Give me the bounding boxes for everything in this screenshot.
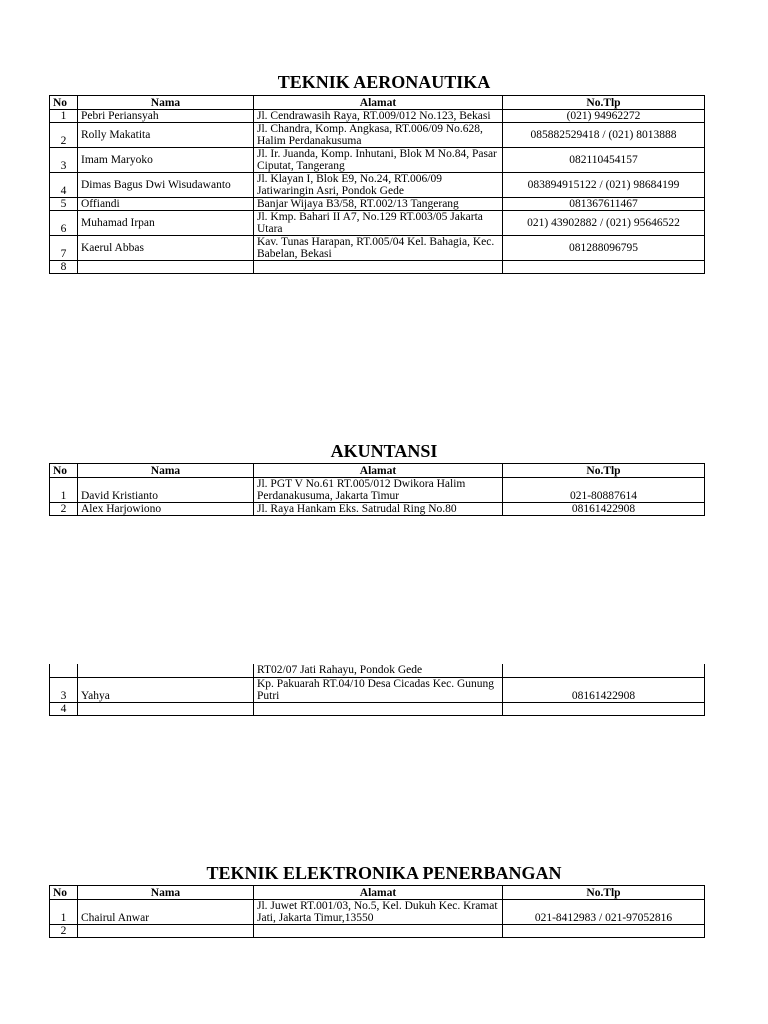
header-alamat: Alamat xyxy=(254,464,503,478)
cell-nama: Yahya xyxy=(78,677,254,702)
header-tlp: No.Tlp xyxy=(503,886,705,900)
cell-nama: Dimas Bagus Dwi Wisudawanto xyxy=(78,173,254,198)
cell-nama: Kaerul Abbas xyxy=(78,236,254,261)
cell-alamat: Jl. Cendrawasih Raya, RT.009/012 No.123, Bekasi xyxy=(254,110,503,123)
table-row xyxy=(50,173,705,198)
cell-no: 1 xyxy=(50,900,78,925)
cell-alamat: Jl. Raya Hankam Eks. Satrudal Ring No.80 xyxy=(254,503,503,516)
cell-nama: Pebri Periansyah xyxy=(78,110,254,123)
header-alamat: Alamat xyxy=(254,886,503,900)
cell-tlp: 021) 43902882 / (021) 95646522 xyxy=(503,211,705,236)
table-row xyxy=(50,110,705,123)
cell-no: 1 xyxy=(50,110,78,123)
section-title-aeronautika: TEKNIK AERONAUTIKA xyxy=(277,72,491,92)
cell-tlp: (021) 94962272 xyxy=(503,110,705,123)
cell-no: 5 xyxy=(50,198,78,211)
cell-tlp: 081288096795 xyxy=(503,236,705,261)
cell-no: 4 xyxy=(50,702,78,715)
cell-tlp xyxy=(503,261,705,274)
table-row xyxy=(50,261,705,274)
table-row xyxy=(50,677,705,702)
cell-alamat: Kp. Pakuarah RT.04/10 Desa Cicadas Kec. Gunung Putri xyxy=(254,677,503,702)
cell-alamat: Kav. Tunas Harapan, RT.005/04 Kel. Bahagia, Kec. Babelan, Bekasi xyxy=(254,236,503,261)
table-row xyxy=(50,503,705,516)
table-row xyxy=(50,900,705,925)
header-nama: Nama xyxy=(78,96,254,110)
cell-alamat: Jl. Juwet RT.001/03, No.5, Kel. Dukuh Kec. Kramat Jati, Jakarta Timur,13550 xyxy=(254,900,503,925)
header-no: No xyxy=(50,464,78,478)
cell-no: 7 xyxy=(50,236,78,261)
cell-tlp: 083894915122 / (021) 98684199 xyxy=(503,173,705,198)
header-alamat: Alamat xyxy=(254,96,503,110)
cell-tlp xyxy=(503,702,705,715)
table-row xyxy=(50,702,705,715)
cell-alamat xyxy=(254,925,503,938)
cell-tlp: 021-8412983 / 021-97052816 xyxy=(503,900,705,925)
cell-nama: Offiandi xyxy=(78,198,254,211)
section-title-elektronika: TEKNIK ELEKTRONIKA PENERBANGAN xyxy=(206,863,562,883)
cell-nama: Alex Harjowiono xyxy=(78,503,254,516)
table-elektronika xyxy=(49,885,705,938)
cell-alamat: Jl. Kmp. Bahari II A7, No.129 RT.003/05 Jakarta Utara xyxy=(254,211,503,236)
cell-nama xyxy=(78,925,254,938)
cell-tlp: 021-80887614 xyxy=(503,478,705,503)
cell-alamat: RT02/07 Jati Rahayu, Pondok Gede xyxy=(254,664,503,677)
header-tlp: No.Tlp xyxy=(503,464,705,478)
cell-alamat: Jl. Klayan I, Blok E9, No.24, RT.006/09 Jatiwaringin Asri, Pondok Gede xyxy=(254,173,503,198)
cell-alamat: Jl. PGT V No.61 RT.005/012 Dwikora Halim Perdanakusuma, Jakarta Timur xyxy=(254,478,503,503)
table-header-row xyxy=(50,464,705,478)
cell-nama: David Kristianto xyxy=(78,478,254,503)
table-row xyxy=(50,925,705,938)
cell-tlp: 082110454157 xyxy=(503,148,705,173)
cell-alamat xyxy=(254,261,503,274)
header-tlp: No.Tlp xyxy=(503,96,705,110)
cell-nama: Imam Maryoko xyxy=(78,148,254,173)
header-no: No xyxy=(50,886,78,900)
header-no: No xyxy=(50,96,78,110)
cell-tlp: 08161422908 xyxy=(503,677,705,702)
cell-tlp: 08161422908 xyxy=(503,503,705,516)
table-row xyxy=(50,236,705,261)
cell-alamat: Jl. Ir. Juanda, Komp. Inhutani, Blok M No.84, Pasar Ciputat, Tangerang xyxy=(254,148,503,173)
cell-no: 2 xyxy=(50,503,78,516)
cell-no: 3 xyxy=(50,677,78,702)
cell-alamat: Jl. Chandra, Komp. Angkasa, RT.006/09 No.628, Halim Perdanakusuma xyxy=(254,123,503,148)
cell-no xyxy=(50,664,78,677)
cell-tlp xyxy=(503,925,705,938)
table-row xyxy=(50,211,705,236)
header-nama: Nama xyxy=(78,464,254,478)
section-title-akuntansi: AKUNTANSI xyxy=(330,441,438,461)
cell-tlp: 081367611467 xyxy=(503,198,705,211)
cell-alamat: Banjar Wijaya B3/58, RT.002/13 Tangerang xyxy=(254,198,503,211)
cell-no: 6 xyxy=(50,211,78,236)
cell-tlp: 085882529418 / (021) 8013888 xyxy=(503,123,705,148)
table-header-row xyxy=(50,886,705,900)
table-akuntansi xyxy=(49,463,705,516)
cell-no: 3 xyxy=(50,148,78,173)
cell-nama: Rolly Makatita xyxy=(78,123,254,148)
table-aeronautika xyxy=(49,95,705,274)
header-nama: Nama xyxy=(78,886,254,900)
cell-nama xyxy=(78,261,254,274)
table-akuntansi-continued xyxy=(49,664,705,716)
cell-no: 8 xyxy=(50,261,78,274)
cell-alamat xyxy=(254,702,503,715)
table-row xyxy=(50,478,705,503)
cell-no: 2 xyxy=(50,123,78,148)
table-row xyxy=(50,123,705,148)
cell-no: 4 xyxy=(50,173,78,198)
table-header-row xyxy=(50,96,705,110)
cell-nama xyxy=(78,702,254,715)
cell-nama xyxy=(78,664,254,677)
cell-no: 1 xyxy=(50,478,78,503)
cell-no: 2 xyxy=(50,925,78,938)
cell-tlp xyxy=(503,664,705,677)
table-row xyxy=(50,664,705,677)
cell-nama: Chairul Anwar xyxy=(78,900,254,925)
table-row xyxy=(50,198,705,211)
table-row xyxy=(50,148,705,173)
cell-nama: Muhamad Irpan xyxy=(78,211,254,236)
